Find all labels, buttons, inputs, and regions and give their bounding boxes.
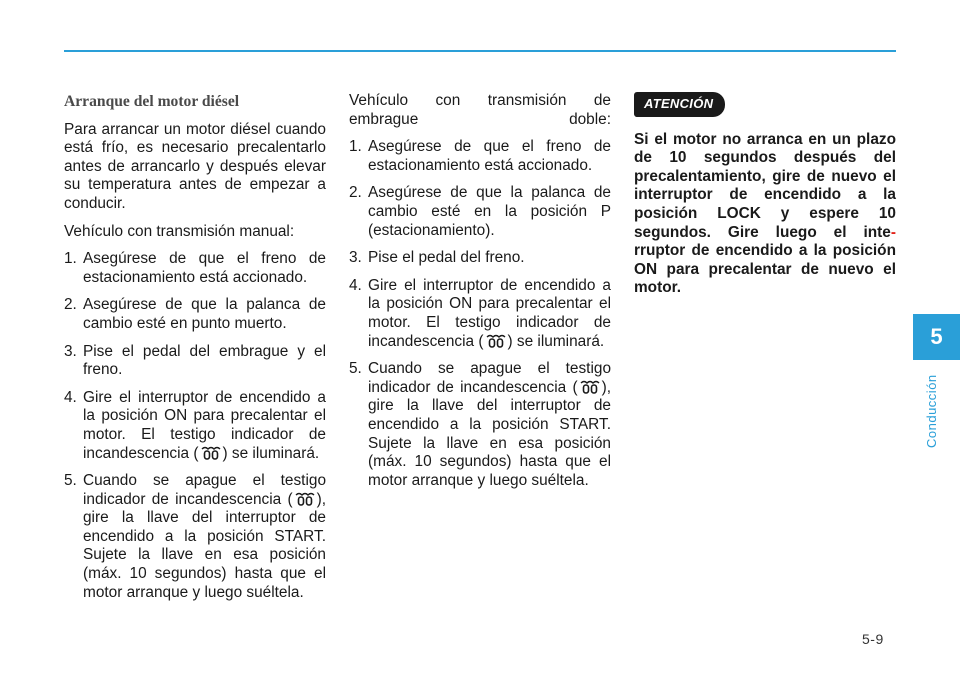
section-title: Arranque del motor diésel — [64, 93, 240, 110]
glow-plug-indicator-icon — [579, 380, 601, 394]
manual-heading: Vehículo con transmisión manual: — [64, 222, 295, 240]
list-item: 4. Gire el interruptor de encendido a la posición ON para precalentar el motor. El testigo indicador de incandescencia ( ) se iluminará. — [349, 276, 611, 350]
glow-plug-indicator-icon — [485, 334, 507, 348]
list-item: 3. Pise el pedal del freno. — [349, 249, 525, 267]
header-rule — [64, 50, 896, 52]
dual-heading: Vehículo con transmisión de embrague doble: — [349, 92, 611, 128]
line-break-hyphen: - — [890, 223, 896, 241]
glow-plug-indicator-icon — [294, 492, 316, 506]
chapter-label: Conducción — [924, 374, 939, 448]
glow-plug-indicator-icon — [200, 446, 222, 460]
caution-text: Si el motor no arranca en un plazo de 10 segundos después del precalentamiento, gire de nuevo el interruptor de encendido a la posición LOCK y espere 10 segundos. Gire luego el inte-rruptor de encendido a la posición ON para precalentar de nuevo el motor. — [634, 130, 896, 297]
column-right — [634, 92, 896, 298]
column-left — [64, 92, 326, 611]
column-middle — [349, 92, 611, 499]
list-item: 4. Gire el interruptor de encendido a la posición ON para precalentar el motor. El testigo indicador de incandescencia ( ) se iluminará. — [64, 388, 326, 462]
manual-steps — [64, 250, 326, 602]
list-item: 1. Asegúrese de que el freno de estacionamiento está accionado. — [349, 138, 611, 174]
intro-paragraph: Para arrancar un motor diésel cuando está frío, es necesario precalentarlo antes de arrancarlo y después elevar su temperatura antes de empezar a conducir. — [64, 120, 326, 212]
caution-badge: ATENCIÓN — [634, 92, 725, 117]
list-item: 3. Pise el pedal del embrague y el freno. — [64, 342, 326, 379]
chapter-number-tab: 5 — [913, 314, 960, 360]
page-number: 5-9 — [862, 631, 884, 647]
list-item: 1. Asegúrese de que el freno de estacionamiento está accionado. — [64, 250, 326, 286]
dual-steps — [349, 138, 611, 490]
list-item: 5. Cuando se apague el testigo indicador de incandescencia ( ), gire la llave del interruptor de encendido a la posición START. Sujete la llave en esa posición (máx. 10 segundos) hasta que el motor arranque y luego suéltela. — [349, 360, 611, 489]
list-item: 5. Cuando se apague el testigo indicador de incandescencia ( ), gire la llave del interruptor de encendido a la posición START. Sujete la llave en esa posición (máx. 10 segundos) hasta que el motor arranque y luego suéltela. — [64, 472, 326, 601]
list-item: 2. Asegúrese de que la palanca de cambio esté en la posición P (estacionamiento). — [349, 184, 611, 239]
list-item: 2. Asegúrese de que la palanca de cambio esté en punto muerto. — [64, 296, 326, 332]
